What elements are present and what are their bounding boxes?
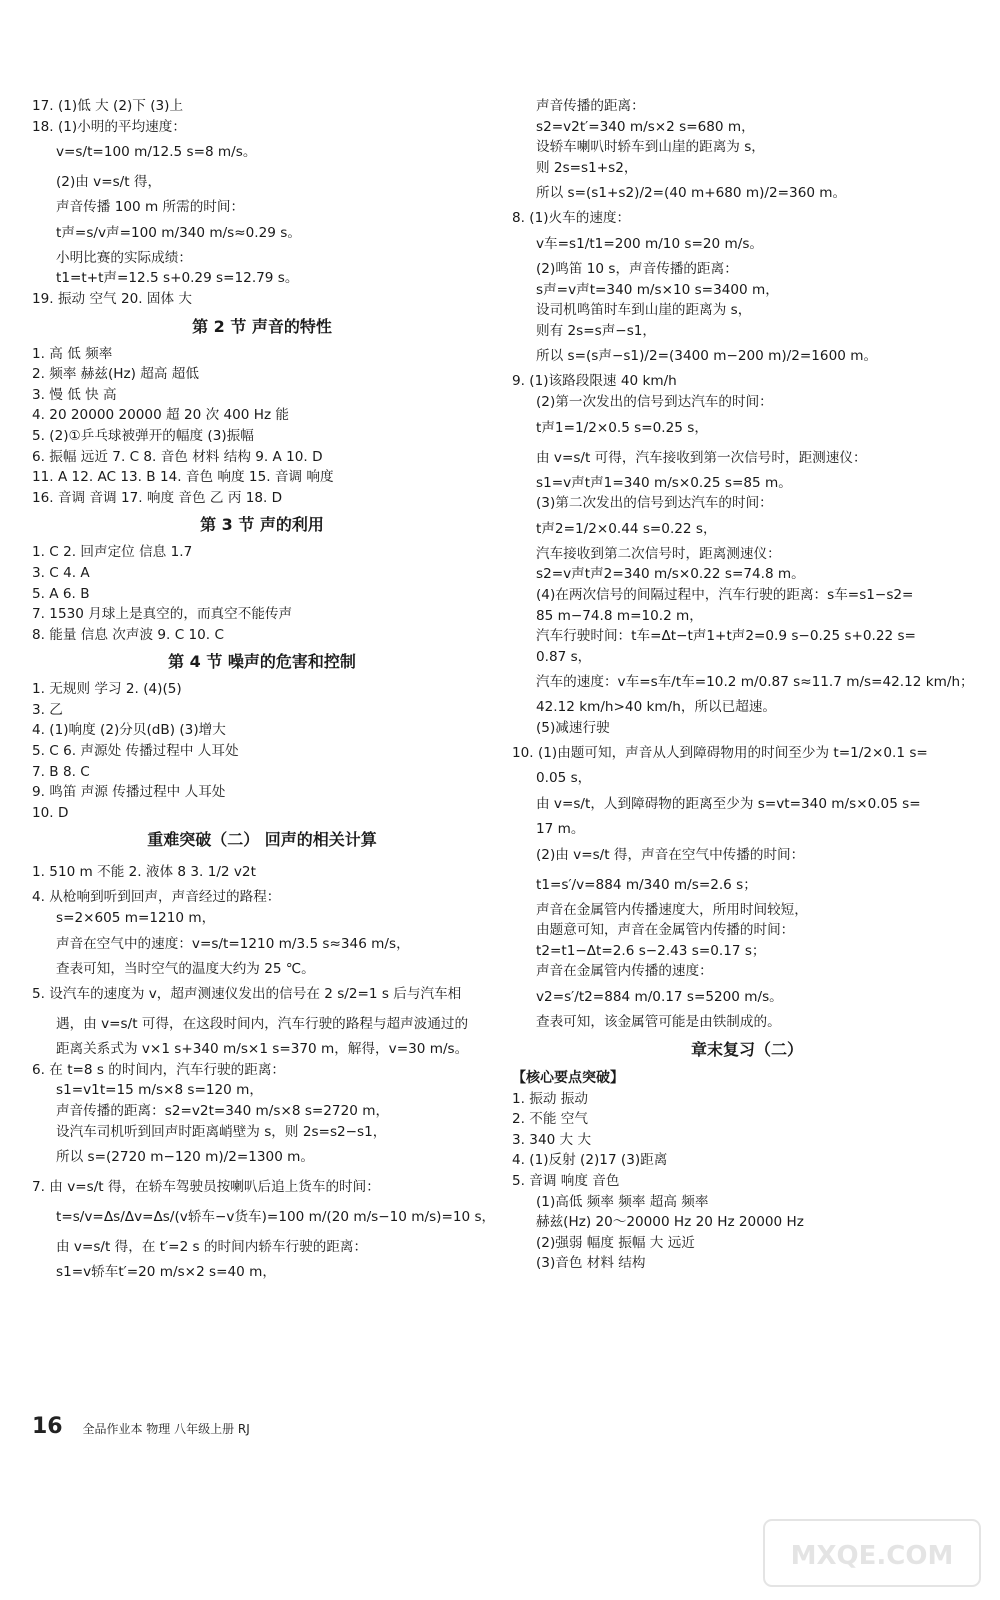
answer-line: t1=t+t声=12.5 s+0.29 s=12.79 s。 xyxy=(56,270,299,287)
answer-line: (2)由 v=s/t 得， xyxy=(56,174,162,191)
answer-line: (3)音色 材料 结构 xyxy=(536,1255,646,1272)
answer-line: 设汽车司机听到回声时距离峭壁为 s，则 2s=s2−s1， xyxy=(56,1123,387,1140)
answer-line: 由 v=s/t 可得，汽车接收到第一次信号时，距测速仪： xyxy=(536,449,867,466)
answer-line: 查表可知，该金属管可能是由铁制成的。 xyxy=(536,1014,781,1031)
answer-line: (2)强弱 幅度 振幅 大 远近 xyxy=(536,1234,695,1251)
answer-line: 18. (1)小明的平均速度： xyxy=(32,118,186,135)
answer-line: 声音在金属管内传播速度大，所用时间较短， xyxy=(536,901,808,918)
answer-line: (2)由 v=s/t 得，声音在空气中传播的时间： xyxy=(536,846,805,863)
answer-line: t1=s′/v=884 m/340 m/s=2.6 s； xyxy=(536,876,757,893)
answer-line: 17. (1)低 大 (2)下 (3)上 xyxy=(32,98,184,114)
answer-line: v车=s1/t1=200 m/10 s=20 m/s。 xyxy=(536,235,764,252)
answer-line: v=s/t=100 m/12.5 s=8 m/s。 xyxy=(56,144,257,161)
answer-line: s=2×605 m=1210 m， xyxy=(56,910,216,927)
answer-line: s2=v2t′=340 m/s×2 s=680 m， xyxy=(536,118,755,135)
answer-line: 由题意可知，声音在金属管内传播的时间： xyxy=(536,922,795,939)
answer-line: 2. 频率 赫兹(Hz) 超高 超低 xyxy=(32,366,199,383)
answer-line: 4. 从枪响到听到回声，声音经过的路程： xyxy=(32,889,281,906)
answer-line: 17 m。 xyxy=(536,821,585,838)
answer-line: 所以 s=(s1+s2)/2=(40 m+680 m)/2=360 m。 xyxy=(536,185,847,202)
page-number: 16 xyxy=(32,1414,63,1439)
answer-line: t声=s/v声=100 m/340 m/s≈0.29 s。 xyxy=(56,224,301,241)
answer-line: (2)第一次发出的信号到达汽车的时间： xyxy=(536,393,773,410)
answer-line: 1. 振动 振动 xyxy=(512,1090,588,1107)
answer-line: 距离关系式为 v×1 s+340 m/s×1 s=370 m，解得，v=30 m/s。 xyxy=(56,1041,469,1058)
answer-line: (1)高低 频率 频率 超高 频率 xyxy=(536,1193,709,1210)
answer-line: 10. (1)由题可知，声音从人到障碍物用的时间至少为 t=1/2×0.1 s= xyxy=(512,745,928,762)
answer-line: 4. (1)反射 (2)17 (3)距离 xyxy=(512,1152,668,1169)
answer-line: v2=s′/t2=884 m/0.17 s=5200 m/s。 xyxy=(536,989,783,1006)
section-heading: 第 4 节 噪声的危害和控制 xyxy=(168,652,356,672)
answer-line: 声音在空气中的速度：v=s/t=1210 m/3.5 s≈346 m/s， xyxy=(56,935,410,952)
answer-line: 则 2s=s1+s2， xyxy=(536,159,638,176)
book-title: 全品作业本 物理 八年级上册 RJ xyxy=(82,1422,250,1436)
left-column xyxy=(32,96,496,1283)
answer-line: 11. A 12. AC 13. B 14. 音色 响度 15. 音调 响度 xyxy=(32,469,334,486)
answer-line: 则有 2s=s声−s1， xyxy=(536,322,657,339)
answer-line: 85 m−74.8 m=10.2 m， xyxy=(536,607,703,624)
section-heading: 第 3 节 声的利用 xyxy=(200,515,324,535)
answer-line: 5. A 6. B xyxy=(32,585,90,602)
answer-line: 7. 由 v=s/t 得，在轿车驾驶员按喇叭后追上货车的时间： xyxy=(32,1179,380,1196)
answer-line: 19. 振动 空气 20. 固体 大 xyxy=(32,290,192,307)
answer-line: s1=v轿车t′=20 m/s×2 s=40 m， xyxy=(56,1264,276,1281)
answer-line: 42.12 km/h>40 km/h，所以已超速。 xyxy=(536,699,777,716)
answer-line: 5. 音调 响度 音色 xyxy=(512,1173,620,1189)
answer-line: 1. 510 m 不能 2. 液体 8 3. 1/2 v2t xyxy=(32,864,256,881)
answer-line: s1=v声t声1=340 m/s×0.25 s=85 m。 xyxy=(536,474,792,491)
answer-line: 声音传播的距离： xyxy=(536,98,645,114)
answer-line: 5. C 6. 声源处 传播过程中 人耳处 xyxy=(32,743,239,760)
answer-line: 所以 s=(2720 m−120 m)/2=1300 m。 xyxy=(56,1149,315,1166)
watermark-text: MXQE.COM xyxy=(790,1541,954,1571)
answer-line: 小明比赛的实际成绩： xyxy=(56,249,192,266)
answer-line: 汽车行驶时间：t车=Δt−t声1+t声2=0.9 s−0.25 s+0.22 s= xyxy=(536,628,916,645)
answer-line: 由 v=s/t 得，在 t′=2 s 的时间内轿车行驶的距离： xyxy=(56,1239,368,1256)
answer-line: 10. D xyxy=(32,804,69,821)
answer-line: 0.05 s， xyxy=(536,770,592,787)
section-heading: 【核心要点突破】 xyxy=(512,1069,624,1086)
answer-line: 5. 设汽车的速度为 v，超声测速仪发出的信号在 2 s/2=1 s 后与汽车相 xyxy=(32,986,462,1003)
answer-line: t声2=1/2×0.44 s=0.22 s， xyxy=(536,520,717,537)
answer-line: 9. (1)该路段限速 40 km/h xyxy=(512,373,677,390)
page-footer xyxy=(32,1414,250,1439)
answer-line: t2=t1−Δt=2.6 s−2.43 s=0.17 s； xyxy=(536,942,766,959)
answer-line: 9. 鸣笛 声源 传播过程中 人耳处 xyxy=(32,784,226,801)
answer-line: s2=v声t声2=340 m/s×0.22 s=74.8 m。 xyxy=(536,566,805,583)
answer-line: 汽车接收到第二次信号时，距离测速仪： xyxy=(536,545,781,562)
answer-line: 声音在金属管内传播的速度： xyxy=(536,963,713,980)
answer-line: 设司机鸣笛时车到山崖的距离为 s， xyxy=(536,302,752,319)
answer-line: 3. C 4. A xyxy=(32,564,90,581)
answer-line: 4. 20 20000 20000 超 20 次 400 Hz 能 xyxy=(32,407,290,424)
answer-line: 7. B 8. C xyxy=(32,763,90,780)
right-column xyxy=(512,96,982,1274)
answer-line: 7. 1530 月球上是真空的，而真空不能传声 xyxy=(32,606,293,623)
watermark-logo xyxy=(762,1518,982,1588)
answer-line: 1. C 2. 回声定位 信息 1.7 xyxy=(32,544,193,561)
section-heading: 重难突破（二） 回声的相关计算 xyxy=(147,830,377,850)
answer-line: (4)在两次信号的间隔过程中，汽车行驶的距离：s车=s1−s2= xyxy=(536,586,914,603)
answer-line: 遇，由 v=s/t 可得，在这段时间内，汽车行驶的路程与超声波通过的 xyxy=(56,1016,469,1033)
answer-line: 由 v=s/t，人到障碍物的距离至少为 s=vt=340 m/s×0.05 s= xyxy=(536,796,921,813)
answer-line: 8. (1)火车的速度： xyxy=(512,210,631,227)
answer-line: t声1=1/2×0.5 s=0.25 s， xyxy=(536,419,708,436)
answer-line: s1=v1t=15 m/s×8 s=120 m， xyxy=(56,1082,263,1099)
answer-line: 0.87 s， xyxy=(536,648,592,665)
answer-line: 6. 在 t=8 s 的时间内，汽车行驶的距离： xyxy=(32,1061,286,1078)
answer-line: 设轿车喇叭时轿车到山崖的距离为 s， xyxy=(536,139,765,156)
answer-line: (3)第二次发出的信号到达汽车的时间： xyxy=(536,495,773,512)
answer-line: 声音传播 100 m 所需的时间： xyxy=(56,199,245,216)
answer-line: 3. 340 大 大 xyxy=(512,1131,592,1148)
answer-line: (5)减速行驶 xyxy=(536,719,610,736)
answer-line: t=s/v=Δs/Δv=Δs/(v轿车−v货车)=100 m/(20 m/s−10 m/s)=10 s， xyxy=(56,1209,496,1226)
answer-line: 声音传播的距离：s2=v2t=340 m/s×8 s=2720 m， xyxy=(56,1103,390,1119)
answer-line: 查表可知，当时空气的温度大约为 25 ℃。 xyxy=(56,960,315,977)
answer-line: 5. (2)①乒乓球被弹开的幅度 (3)振幅 xyxy=(32,427,254,444)
answer-line: 2. 不能 空气 xyxy=(512,1111,588,1128)
answer-line: 4. (1)响度 (2)分贝(dB) (3)增大 xyxy=(32,722,226,739)
answer-line: 16. 音调 音调 17. 响度 音色 乙 丙 18. D xyxy=(32,489,283,506)
section-heading: 第 2 节 声音的特性 xyxy=(192,316,332,336)
answer-line: 1. 高 低 频率 xyxy=(32,345,113,362)
answer-line: 3. 乙 xyxy=(32,701,63,718)
answer-line: 赫兹(Hz) 20～20000 Hz 20 Hz 20000 Hz xyxy=(536,1214,804,1231)
answer-line: s声=v声t=340 m/s×10 s=3400 m， xyxy=(536,281,779,298)
answer-line: 6. 振幅 远近 7. C 8. 音色 材料 结构 9. A 10. D xyxy=(32,448,323,465)
answer-line: 3. 慢 低 快 高 xyxy=(32,386,117,403)
answer-line: (2)鸣笛 10 s，声音传播的距离： xyxy=(536,260,738,277)
section-heading: 章末复习（二） xyxy=(690,1039,803,1059)
answer-line: 汽车的速度：v车=s车/t车=10.2 m/0.87 s≈11.7 m/s=42.12 km/h； xyxy=(536,674,974,691)
answer-line: 所以 s=(s声−s1)/2=(3400 m−200 m)/2=1600 m。 xyxy=(536,348,878,365)
answer-line: 1. 无规则 学习 2. (4)(5) xyxy=(32,681,182,698)
answer-line: 8. 能量 信息 次声波 9. C 10. C xyxy=(32,626,224,643)
